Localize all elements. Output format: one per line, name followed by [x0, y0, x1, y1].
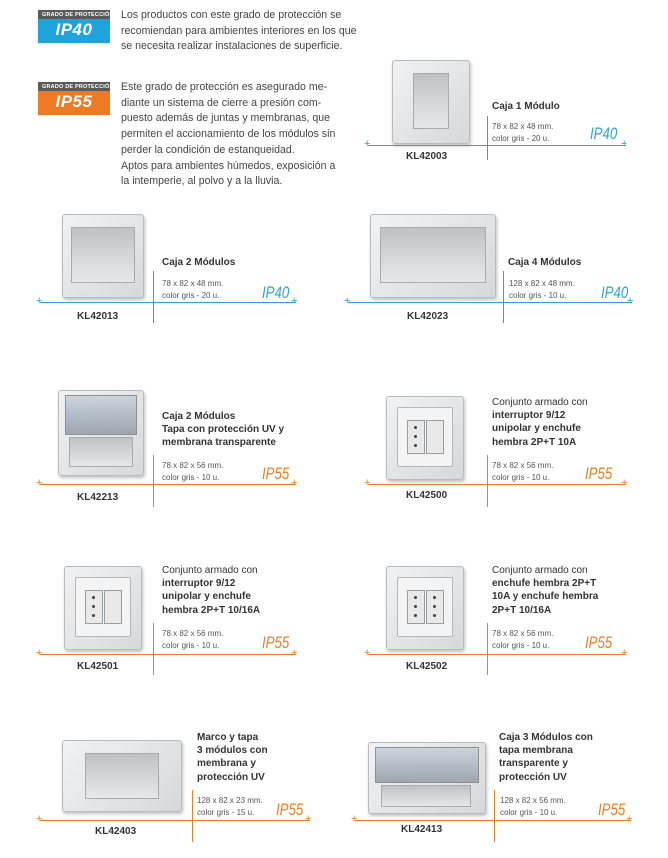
- plus-mark: +: [621, 138, 628, 150]
- ip55-badge-value: IP55: [38, 91, 110, 115]
- product-spec: 78 x 82 x 56 mm. color gris - 10 u.: [162, 629, 224, 650]
- ip55-badge-label: GRADO DE PROTECCIÓN: [38, 82, 110, 91]
- divider-line: [487, 116, 488, 160]
- intro-line: permiten el accionamiento de los módulos sin: [121, 128, 336, 141]
- box-3-modules-cover-image: [368, 742, 486, 814]
- divider-line: [487, 623, 488, 675]
- product-code: KL42023: [407, 311, 449, 322]
- divider-line: [503, 271, 504, 323]
- box-2-modules-image: [62, 214, 144, 298]
- box-2-modules-uv-cover-image: [58, 390, 144, 476]
- divider-line: [487, 455, 488, 507]
- divider-line: [368, 484, 626, 485]
- plus-mark: +: [36, 477, 43, 489]
- divider-line: [40, 484, 296, 485]
- divider-line: [40, 302, 296, 303]
- product-code: KL42013: [77, 311, 119, 322]
- plus-mark: +: [36, 813, 43, 825]
- divider-line: [348, 302, 632, 303]
- intro-line: Aptos para ambientes húmedos, exposición a: [121, 159, 336, 172]
- box-4-modules-image: [370, 214, 496, 298]
- intro-line: perder la condición de estanqueidad.: [121, 143, 295, 156]
- plus-mark: +: [364, 138, 371, 150]
- assembled-switch-socket-image: [386, 396, 464, 480]
- assembled-double-socket-image: [386, 566, 464, 650]
- product-code: KL42213: [77, 492, 119, 503]
- intro-line: recomiendan para ambientes interiores en los que: [121, 24, 357, 37]
- product-code: KL42413: [401, 824, 443, 835]
- divider-line: [40, 820, 310, 821]
- divider-line: [192, 790, 193, 842]
- plus-mark: +: [344, 295, 351, 307]
- box-1-module-image: [392, 60, 470, 144]
- plus-mark: +: [626, 813, 633, 825]
- plus-mark: +: [621, 647, 628, 659]
- frame-cover-3-modules-image: [62, 740, 182, 812]
- ip40-intro: [121, 8, 361, 55]
- product-title: Conjunto armado con interruptor 9/12 unipolar y enchufe hembra 2P+T 10/16A: [162, 565, 261, 616]
- ip-grade-label: IP55: [598, 800, 626, 819]
- plus-mark: +: [291, 647, 298, 659]
- divider-line: [40, 654, 296, 655]
- product-spec: 78 x 82 x 48 mm. color gris - 20 u.: [162, 279, 224, 300]
- plus-mark: +: [351, 813, 358, 825]
- product-title: Conjunto armado con interruptor 9/12 unipolar y enchufe hembra 2P+T 10A: [492, 397, 588, 448]
- product-spec: 128 x 82 x 48 mm. color gris - 10 u.: [509, 279, 575, 300]
- ip-grade-label: IP55: [585, 464, 613, 483]
- ip-grade-label: IP40: [590, 124, 618, 143]
- intro-line: diante un sistema de cierre a presión com-: [121, 96, 322, 109]
- ip-grade-label: IP55: [276, 800, 304, 819]
- divider-line: [153, 623, 154, 675]
- plus-mark: +: [627, 295, 634, 307]
- ip-grade-label: IP55: [585, 633, 613, 652]
- plus-mark: +: [364, 647, 371, 659]
- product-title: Caja 4 Módulos: [508, 257, 582, 268]
- ip55-badge: [38, 82, 114, 115]
- plus-mark: +: [291, 295, 298, 307]
- plus-mark: +: [364, 477, 371, 489]
- divider-line: [368, 654, 626, 655]
- product-code: KL42003: [406, 151, 448, 162]
- intro-line: Este grado de protección es asegurado me-: [121, 81, 328, 93]
- ip-grade-label: IP55: [262, 464, 290, 483]
- ip-grade-label: IP40: [262, 283, 290, 302]
- intro-line: se necesita realizar instalaciones de superficie.: [121, 40, 343, 53]
- product-code: KL42403: [95, 826, 137, 837]
- intro-line: puesto además de juntas y membranas, que: [121, 112, 331, 125]
- plus-mark: +: [36, 295, 43, 307]
- ip40-badge: [38, 10, 114, 43]
- divider-line: [355, 820, 631, 821]
- ip-grade-label: IP40: [601, 283, 629, 302]
- product-title: Conjunto armado con enchufe hembra 2P+T 10A y enchufe hembra 2P+T 10/16A: [492, 565, 599, 616]
- divider-line: [153, 271, 154, 323]
- divider-line: [153, 455, 154, 507]
- ip-grade-label: IP55: [262, 633, 290, 652]
- product-spec: 128 x 82 x 56 mm. color gris - 10 u.: [500, 796, 566, 817]
- product-title: Caja 2 Módulos: [162, 257, 236, 268]
- plus-mark: +: [621, 477, 628, 489]
- assembled-switch-socket-image: [64, 566, 142, 650]
- product-spec: 78 x 82 x 56 mm. color gris - 10 u.: [492, 461, 554, 482]
- divider-line: [494, 790, 495, 842]
- product-spec: 78 x 82 x 56 mm. color gris - 10 u.: [492, 629, 554, 650]
- plus-mark: +: [305, 813, 312, 825]
- divider-line: [368, 145, 626, 146]
- plus-mark: +: [291, 477, 298, 489]
- product-code: KL42500: [406, 490, 448, 501]
- product-title: Marco y tapa 3 módulos con membrana y protección UV: [197, 732, 268, 783]
- ip40-badge-value: IP40: [38, 19, 110, 43]
- product-title: Caja 2 Módulos Tapa con protección UV y membrana transparente: [162, 411, 285, 449]
- product-spec: 78 x 82 x 48 mm. color gris - 20 u.: [492, 122, 554, 143]
- product-spec: 128 x 82 x 23 mm. color gris - 15 u.: [197, 796, 263, 817]
- product-code: KL42502: [406, 661, 448, 672]
- intro-line: la intemperie, al polvo y a la lluvia.: [121, 175, 283, 188]
- product-spec: 78 x 82 x 56 mm. color gris - 10 u.: [162, 461, 224, 482]
- intro-line: Los productos con este grado de protección se: [121, 9, 342, 21]
- product-title: Caja 3 Módulos con tapa membrana transparente y protección UV: [499, 732, 593, 783]
- plus-mark: +: [36, 647, 43, 659]
- product-title: Caja 1 Módulo: [492, 101, 560, 112]
- ip40-badge-label: GRADO DE PROTECCIÓN: [38, 10, 110, 19]
- product-code: KL42501: [77, 661, 119, 672]
- ip55-intro: [121, 80, 343, 190]
